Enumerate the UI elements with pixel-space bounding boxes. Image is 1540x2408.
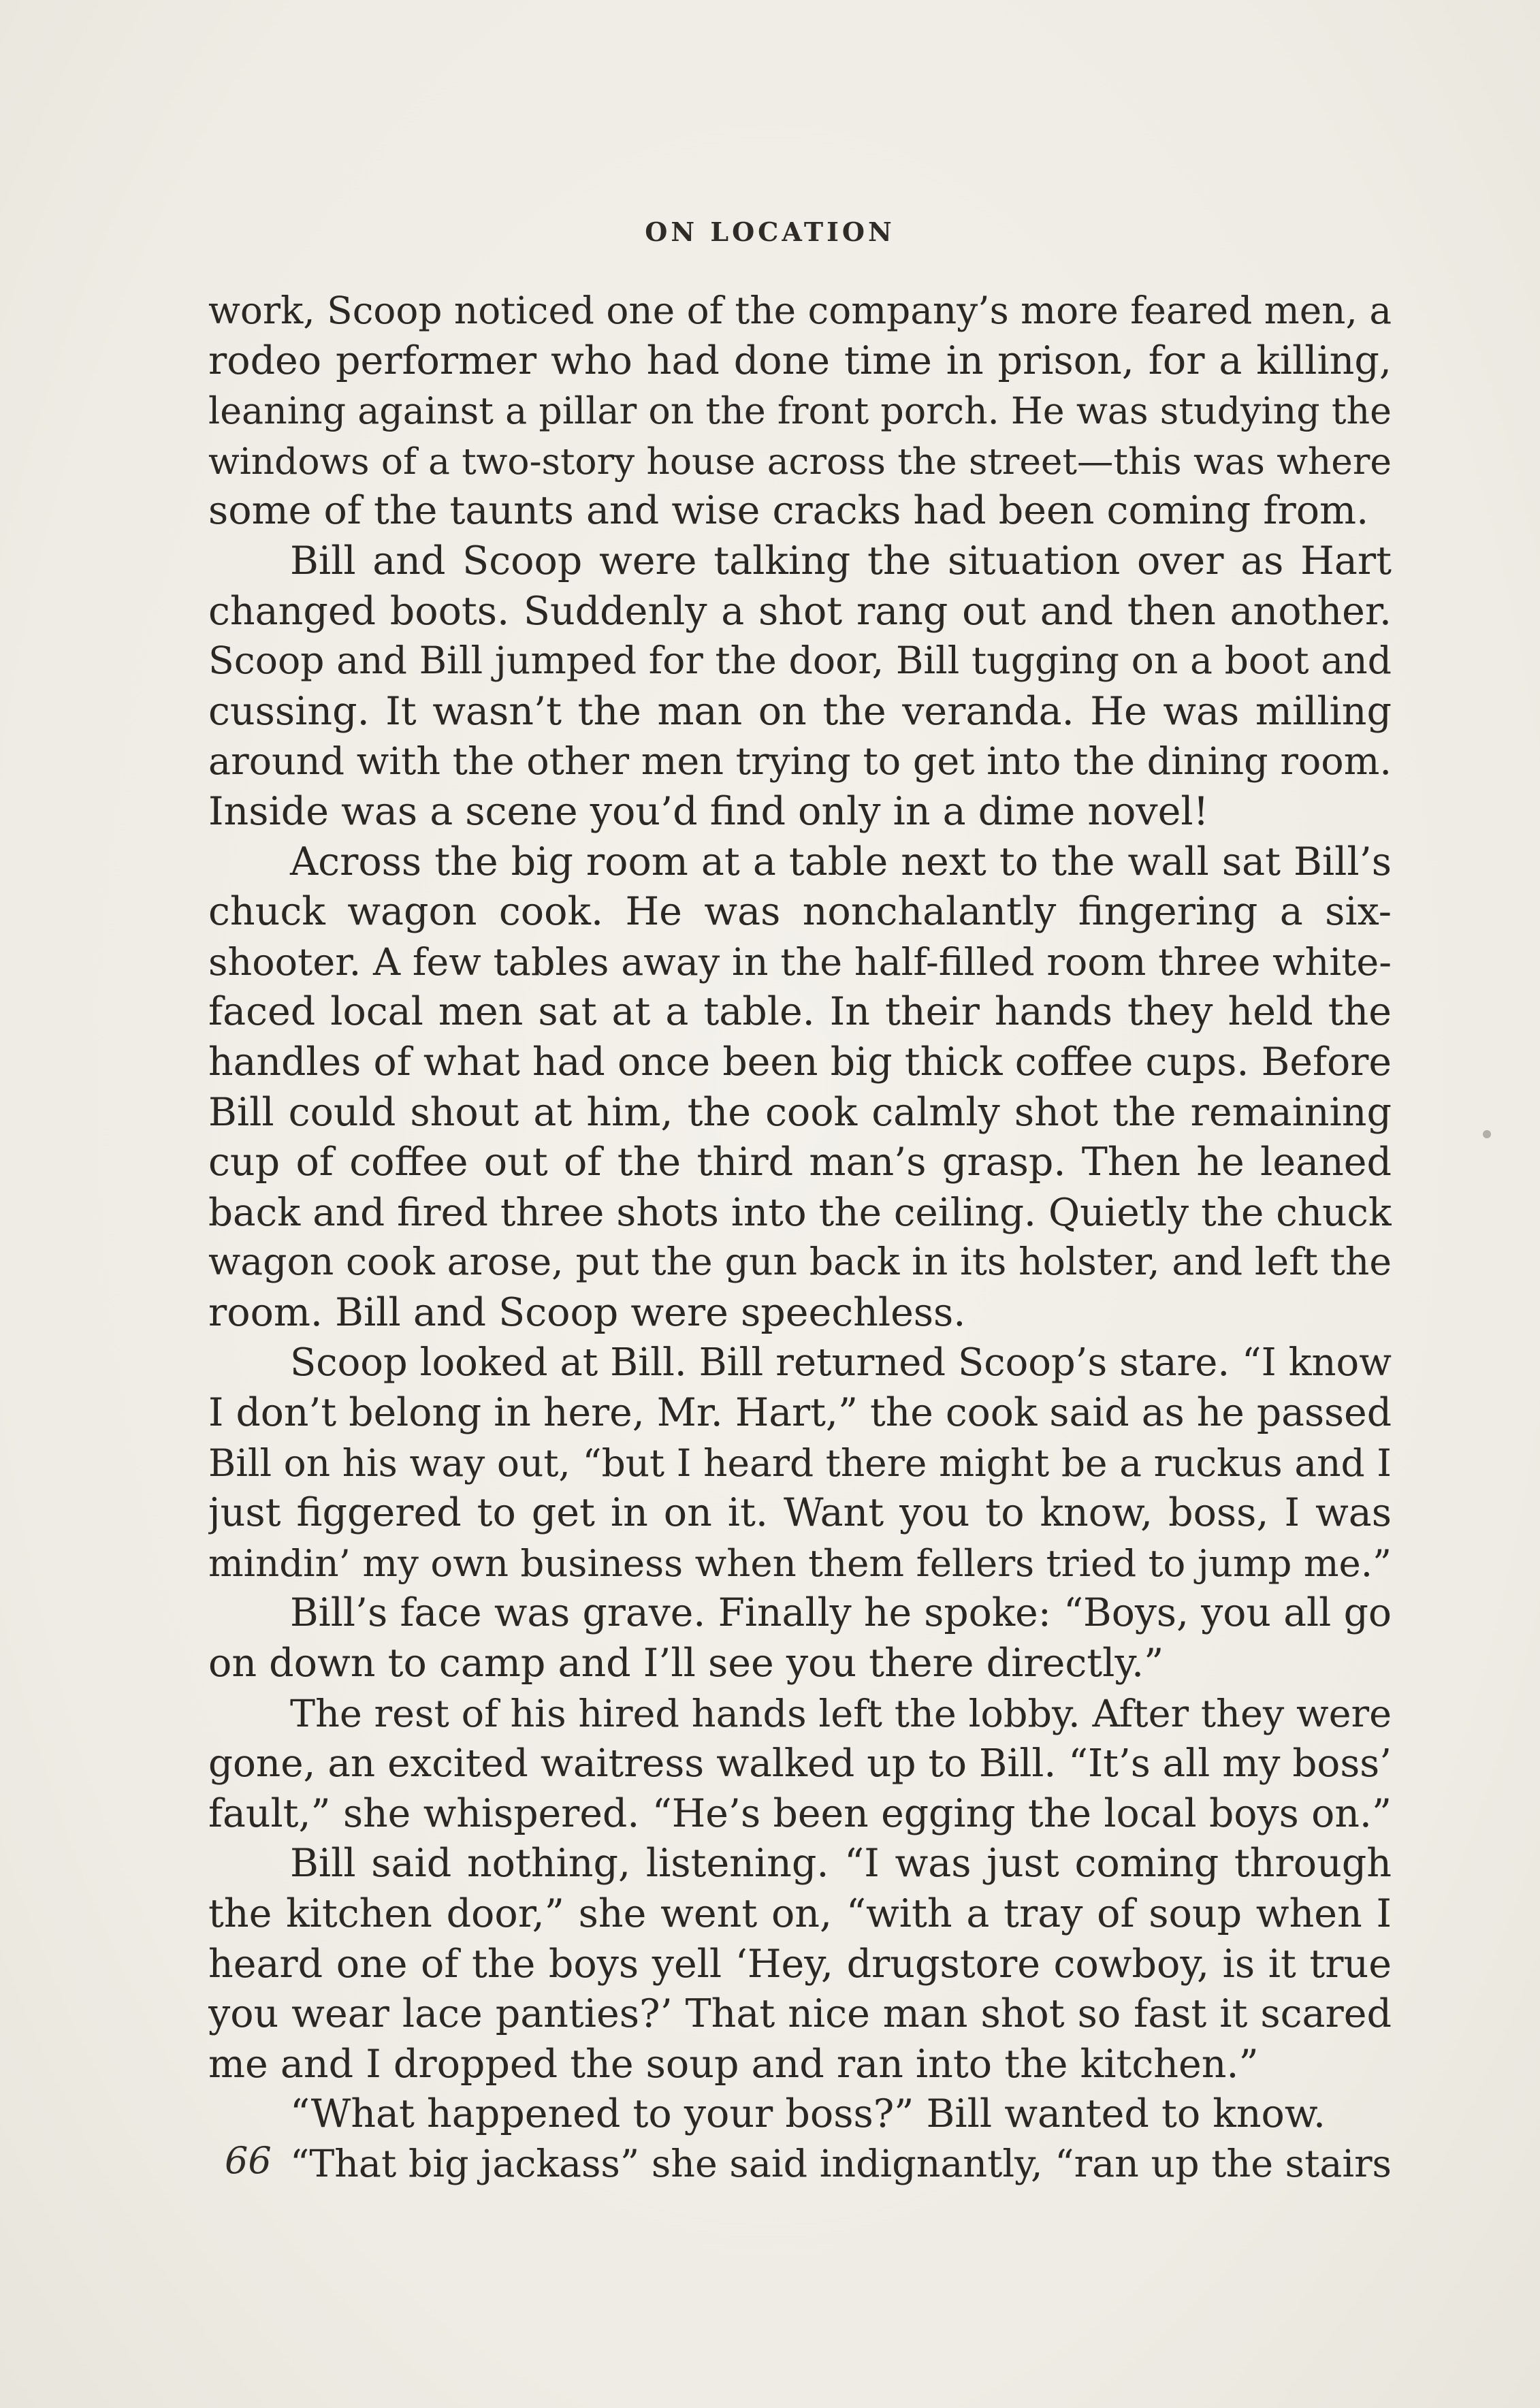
text-line: rodeo performer who had done time in prison, for a killing,: [208, 338, 1392, 383]
text-line: wagon cook arose, put the gun back in its holster, and left the: [208, 1240, 1392, 1285]
text-line: me and I dropped the soup and ran into the kitchen.”: [208, 2041, 1259, 2087]
margin-speck: [1483, 1130, 1491, 1138]
text-line: handles of what had once been big thick coffee cups. Before: [208, 1039, 1392, 1085]
text-line: work, Scoop noticed one of the company’s more feared men, a: [208, 289, 1392, 332]
text-line: shooter. A few tables away in the half-filled room three white-: [208, 940, 1392, 984]
text-line: back and fired three shots into the ceiling. Quietly the chuck: [208, 1190, 1392, 1235]
text-line: “What happened to your boss?” Bill wanted to know.: [290, 2091, 1326, 2137]
text-line: Bill said nothing, listening. “I was just coming through: [290, 1841, 1392, 1887]
text-line: heard one of the boys yell ‘Hey, drugstore cowboy, is it true: [208, 1941, 1392, 1987]
text-line: gone, an excited waitress walked up to Bill. “It’s all my boss’: [208, 1741, 1392, 1786]
text-line: windows of a two-story house across the street—this was where: [208, 439, 1392, 483]
text-line: around with the other men trying to get into the dining room.: [208, 739, 1392, 784]
text-line: chuck wagon cook. He was nonchalantly fingering a six-: [208, 889, 1392, 935]
text-line: Bill’s face was grave. Finally he spoke: “Boys, you all go: [290, 1590, 1392, 1636]
text-line: you wear lace panties?’ That nice man shot so fast it scared: [208, 1991, 1392, 2037]
text-line: Bill could shout at him, the cook calmly shot the remaining: [208, 1089, 1392, 1135]
text-line: some of the taunts and wise cracks had been coming from.: [208, 488, 1369, 534]
text-line: mindin’ my own business when them fellers tried to jump me.”: [208, 1541, 1392, 1585]
text-line: the kitchen door,” she went on, “with a tray of soup when I: [208, 1891, 1392, 1936]
page-number: 66: [225, 2139, 272, 2182]
text-line: room. Bill and Scoop were speechless.: [208, 1289, 966, 1335]
text-line: cussing. It wasn’t the man on the veranda. He was milling: [208, 688, 1392, 734]
text-line: Across the big room at a table next to the wall sat Bill’s: [290, 839, 1392, 884]
text-line: fault,” she whispered. “He’s been egging the local boys on.”: [208, 1791, 1392, 1836]
text-line: leaning against a pillar on the front porch. He was studying the: [208, 389, 1392, 433]
text-line: Scoop looked at Bill. Bill returned Scoop’s stare. “I know: [290, 1341, 1392, 1385]
text-line: Bill and Scoop were talking the situation over as Hart: [290, 538, 1392, 583]
text-line: “That big jackass” she said indignantly, “ran up the stairs: [290, 2142, 1392, 2186]
body-text: [208, 286, 1392, 2190]
text-line: on down to camp and I’ll see you there directly.”: [208, 1641, 1164, 1686]
text-line: I don’t belong in here, Mr. Hart,” the cook said as he passed: [208, 1390, 1392, 1436]
text-line: Scoop and Bill jumped for the door, Bill tugging on a boot and: [208, 639, 1392, 684]
text-line: The rest of his hired hands left the lobby. After they were: [290, 1691, 1392, 1736]
running-head: ON LOCATION: [645, 216, 895, 247]
text-line: faced local men sat at a table. In their hands they held the: [208, 989, 1392, 1035]
text-line: Inside was a scene you’d find only in a dime novel!: [208, 788, 1209, 834]
text-line: Bill on his way out, “but I heard there might be a ruckus and I: [208, 1441, 1392, 1485]
text-line: cup of coffee out of the third man’s grasp. Then he leaned: [208, 1140, 1392, 1185]
text-line: just figgered to get in on it. Want you to know, boss, I was: [208, 1490, 1392, 1536]
text-line: changed boots. Suddenly a shot rang out and then another.: [208, 588, 1392, 634]
